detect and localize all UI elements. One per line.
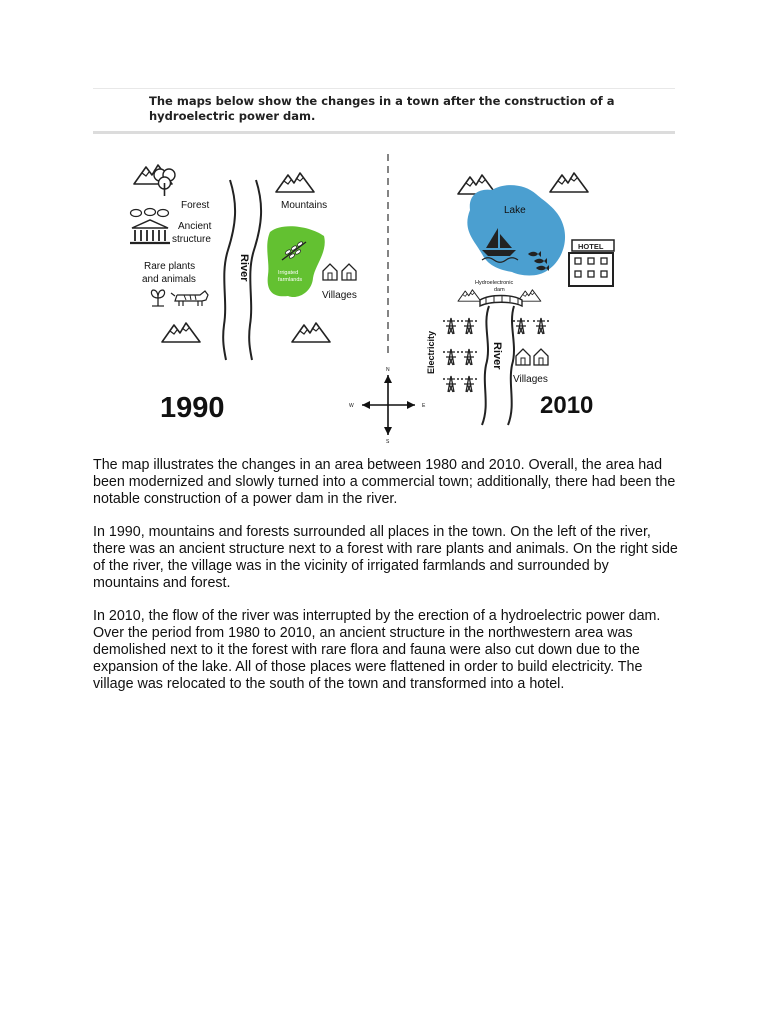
pylon-icon bbox=[443, 318, 459, 334]
mountains-label: Mountains bbox=[281, 200, 328, 211]
pylon-icon bbox=[461, 349, 477, 365]
year-1990: 1990 bbox=[160, 392, 225, 424]
task-prompt-box bbox=[93, 88, 675, 134]
mountain-icon bbox=[550, 173, 588, 192]
house-icon bbox=[323, 264, 337, 280]
pylon-icon bbox=[533, 318, 549, 334]
compass-w: W bbox=[349, 403, 354, 409]
farmland-area bbox=[267, 226, 325, 297]
lake-label: Lake bbox=[504, 205, 526, 216]
paragraph-2010: In 2010, the flow of the river was interrupted by the erection of a hydroelectric power dam. Over the period from 1980 to 2010, an ancient structure in the northwestern area was demolished next to it the forest with rare flora and fauna were also cut down due to the expansion of the lake. All of those places were flattened in order to build electricity. The village was relocated to the south of the town and transformed into a hotel. bbox=[93, 608, 661, 692]
sprout-icon bbox=[151, 290, 164, 306]
electricity-label: Electricity bbox=[426, 330, 436, 374]
farmland-label-1: Irrigated bbox=[278, 270, 299, 276]
compass bbox=[349, 367, 426, 445]
mountain-icon bbox=[292, 323, 330, 342]
compass-e: E bbox=[422, 403, 426, 409]
rare-plants-label-2: and animals bbox=[142, 274, 196, 285]
paragraph-overview: The map illustrates the changes in an area between 1980 and 2010. Overall, the area had been modernized and slowly turned into a commercial town; additionally, there had been the notable construction of a power dam in the river. bbox=[93, 457, 676, 507]
rare-plants-label-1: Rare plants bbox=[144, 261, 196, 272]
mountain-icon bbox=[162, 323, 200, 342]
cloud-icon bbox=[131, 209, 169, 217]
house-icon bbox=[534, 349, 548, 365]
farmland-label-2: farmlands bbox=[278, 277, 303, 283]
river-label-2010: River bbox=[491, 342, 503, 370]
map-1990 bbox=[130, 165, 357, 424]
ancient-structure-label-2: structure bbox=[172, 234, 211, 245]
house-icon bbox=[516, 349, 530, 365]
river-label-1990: River bbox=[238, 254, 250, 282]
pylon-icon bbox=[461, 376, 477, 392]
paragraph-1990: In 1990, mountains and forests surrounded all places in the town. On the left of the river, there was an ancient structure next to a forest with rare plants and animals. On the right side of the river, the village was in the vicinity of irrigated farmlands and surrounded by mountains and forest. bbox=[93, 524, 678, 591]
year-2010: 2010 bbox=[540, 392, 594, 419]
forest-label: Forest bbox=[181, 200, 210, 211]
pylon-icon bbox=[443, 376, 459, 392]
tiger-icon bbox=[171, 291, 208, 306]
task-prompt-text: The maps below show the changes in a town after the construction of a hydroelectric power dam. bbox=[149, 94, 615, 123]
mountain-icon bbox=[276, 173, 314, 192]
comparison-maps bbox=[120, 150, 620, 445]
hotel-label: HOTEL bbox=[578, 242, 604, 251]
villages-label-2010: Villages bbox=[513, 374, 548, 385]
mountain-icon bbox=[458, 290, 481, 301]
lake-area bbox=[467, 185, 565, 275]
hotel-icon bbox=[569, 240, 614, 286]
house-icon bbox=[342, 264, 356, 280]
villages-label-1990: Villages bbox=[322, 290, 357, 301]
pylon-icon bbox=[513, 318, 529, 334]
temple-icon bbox=[130, 220, 170, 243]
pylon-icon bbox=[461, 318, 477, 334]
map-2010 bbox=[426, 173, 614, 425]
ancient-structure-label-1: Ancient bbox=[178, 221, 212, 232]
compass-s: S bbox=[386, 439, 390, 445]
dam-label-2: dam bbox=[494, 287, 505, 293]
compass-n: N bbox=[386, 367, 390, 373]
dam-label-1: Hydroelectronic bbox=[475, 280, 514, 286]
pylon-icon bbox=[443, 349, 459, 365]
dam-icon bbox=[480, 296, 522, 307]
